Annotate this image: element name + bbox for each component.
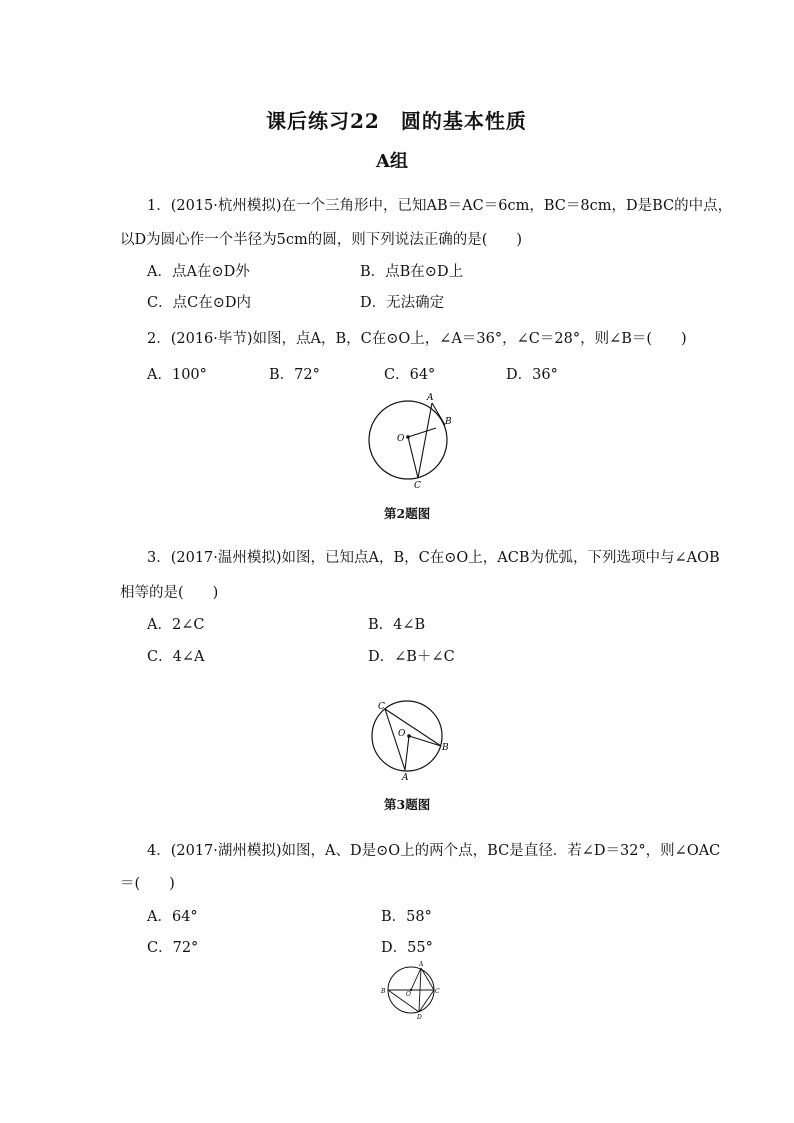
question-3-option-a: A．2∠C [147,617,205,633]
question-3-option-b: B．4∠B [368,617,426,633]
q3-label-o: O [398,729,406,739]
question-2-figure [360,388,470,498]
question-3-line-2: 相等的是( ) [120,585,219,601]
question-3-figure-caption: 第3题图 [384,797,431,812]
q4-label-c: C [435,988,440,995]
question-1-line-1: 1．(2015·杭州模拟)在一个三角形中，已知AB＝AC＝6cm，BC＝8cm，D是BC的中点， [147,198,733,214]
question-4-line-1: 4．(2017·湖州模拟)如图，A、D是⊙O上的两个点，BC是直径．若∠D＝32°，则∠OAC [147,843,721,859]
question-2-figure-caption: 第2题图 [384,506,431,521]
q2-label-c: C [414,481,421,491]
question-1-option-c: C．点C在⊙D内 [147,295,251,311]
q2-label-o: O [397,434,405,444]
question-1-option-b: B．点B在⊙D上 [360,264,464,280]
page-title: 课后练习22 圆的基本性质 [266,109,527,133]
q3-label-c: C [378,702,385,712]
q2-label-a: A [427,393,434,403]
q4-label-o: O [406,991,411,998]
q4-label-d: D [417,1014,422,1020]
q3-label-a: A [402,773,409,783]
question-3-line-1: 3．(2017·温州模拟)如图，已知点A，B，C在⊙O上，ACB为优弧，下列选项中与∠AOB [147,550,720,566]
question-2-option-c: C．64° [384,367,436,383]
question-4-option-a: A．64° [147,909,198,925]
question-4-option-d: D．55° [381,940,433,956]
question-2-option-d: D．36° [506,367,558,383]
question-3-option-c: C．4∠A [147,649,205,665]
q4-label-a: A [419,961,424,968]
q3-label-b: B [442,743,449,753]
q2-label-b: B [445,417,452,427]
question-4-line-2: ＝( ) [120,876,175,892]
question-2-option-a: A．100° [147,367,207,383]
question-1-option-a: A．点A在⊙D外 [147,264,250,280]
group-heading: A组 [376,151,408,172]
question-4-option-b: B．58° [381,909,432,925]
question-1-line-2: 以D为圆心作一个半径为5cm的圆，则下列说法正确的是( ) [120,232,523,248]
question-3-option-d: D．∠B＋∠C [368,649,455,665]
question-2-line-1: 2．(2016·毕节)如图，点A，B，C在⊙O上，∠A＝36°，∠C＝28°，则∠B＝( ) [147,331,687,347]
question-4-option-c: C．72° [147,940,199,956]
question-3-figure [365,696,455,786]
q4-label-b: B [381,988,386,995]
question-2-option-b: B．72° [269,367,320,383]
question-4-figure [376,958,446,1020]
question-1-option-d: D．无法确定 [360,295,445,311]
